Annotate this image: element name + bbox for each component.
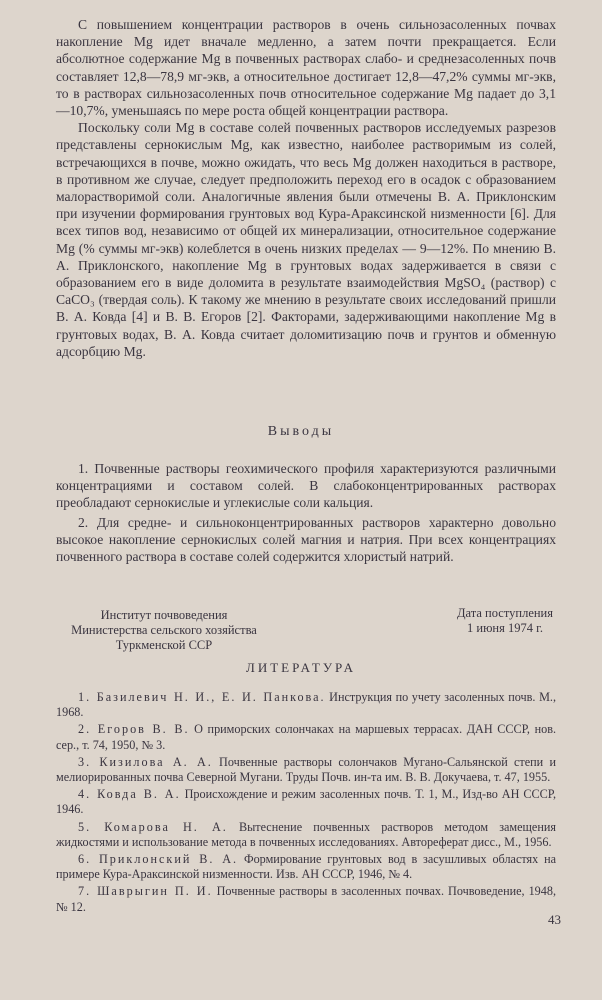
- paragraph-1: С повышением концентрации растворов в очень сильнозасоленных почвах накопление Mg идет вначале медленно, а затем почти прекращается. Если абсолютное содержание Mg в почвенных растворах слабо- и среднезасоленных почв составляет 12,8—78,9 мг-экв, а относительное достигает 12,8—47,2% суммы мг-экв, то в растворах сильнозасоленных почв относительное содержание Mg падает до 3,1—10,7%, уменьшаясь по мере роста общей концентрации раствора.: [56, 17, 556, 119]
- reference-item: 7. Шаврыгин П. И. Почвенные растворы в засоленных почвах. Почвоведение, 1948, № 12.: [56, 884, 556, 914]
- conclusion-2: 2. Для средне- и сильноконцентрированных растворов характерно довольно высокое накопление сернокислых солей магния и натрия. При всех концентрациях почвенного раствора в составе солей содержится хлористый натрий.: [56, 514, 556, 565]
- body-text: [56, 16, 556, 360]
- conclusions-heading: Выводы: [267, 424, 335, 439]
- institute-line-1: Институт почвоведения: [100, 608, 228, 622]
- institute-signature: [56, 608, 272, 653]
- date-line-2: 1 июня 1974 г.: [467, 621, 543, 635]
- conclusion-1: 1. Почвенные растворы геохимического профиля характеризуются различными концентрациями и составом солей. В слабоконцентрированных растворах преобладают сернокислые и углекислые соли кальция.: [56, 461, 556, 511]
- conclusions: [56, 460, 556, 565]
- reference-item: 3. Кизилова А. А. Почвенные растворы солончаков Мугано-Сальянской степи и мелиорированных почва Северной Мугани. Труды Почв. ин-та им. В. В. Докучаева, т. 47, 1955.: [56, 754, 556, 785]
- received-date: [440, 606, 570, 636]
- reference-item: 5. Комарова Н. А. Вытеснение почвенных растворов методом замещения жидкостями и использование метода в почвенных исследованиях. Автореферат дисс., М., 1956.: [56, 819, 556, 849]
- institute-line-3: Туркменской ССР: [115, 638, 213, 652]
- reference-item: 4. Ковда В. А. Происхождение и режим засоленных почв. Т. 1, М., Изд-во АН СССР, 1946.: [56, 787, 557, 817]
- paragraph-2: Поскольку соли Mg в составе солей почвенных растворов исследуемых разрезов представлены сернокислым Mg, как известно, наиболее растворимым из солей, встречающихся в почве, можно ожидать, что весь Mg должен находиться в растворе, в противном же случае, следует предположить переход его в осадок с образованием малорастворимой соли. Аналогичные явления были отмечены В. А. Приклонским при изучении формирования грунтовых вод Кура-Араксинской низменности [6]. Для всех типов вод, независимо от общей их минерализации, относительное содержание Mg (% суммы мг-экв) колеблется в очень низких пределах — 9—12%. По мнению В. А. Приклонского, накопление Mg в грунтовых водах задерживается в связи с образованием его в виде доломита в результате взаимодействия MgSO₄ (раствор) с CaCO₃ (твердая соль). К такому же мнению в результате своих исследований пришли В. А. Ковда [4] и В. В. Егоров [2]. Факторами, задерживающими накопление Mg в грунтовых водах, В. А. Ковда считает доломитизацию почв и грунтов и обменную адсорбцию Mg.: [56, 120, 556, 359]
- references-list: [56, 690, 556, 917]
- date-line-1: Дата поступления: [457, 606, 553, 620]
- references-heading: ЛИТЕРАТУРА: [246, 660, 356, 675]
- page-number: 43: [548, 912, 561, 927]
- reference-item: 2. Егоров В. В. О приморских солончаках на маршевых террасах. ДАН СССР, нов. сер., т. 74, 1950, № 3.: [56, 722, 556, 752]
- reference-item: 6. Приклонский В. А. Формирование грунтовых вод в засушливых областях на примере Кура-Араксинской низменности. Изв. АН СССР, 1946, № 4.: [56, 852, 556, 882]
- reference-item: 1. Базилевич Н. И., Е. И. Панкова. Инструкция по учету засоленных почв. М., 1968.: [56, 690, 556, 720]
- institute-line-2: Министерства сельского хозяйства: [71, 623, 257, 637]
